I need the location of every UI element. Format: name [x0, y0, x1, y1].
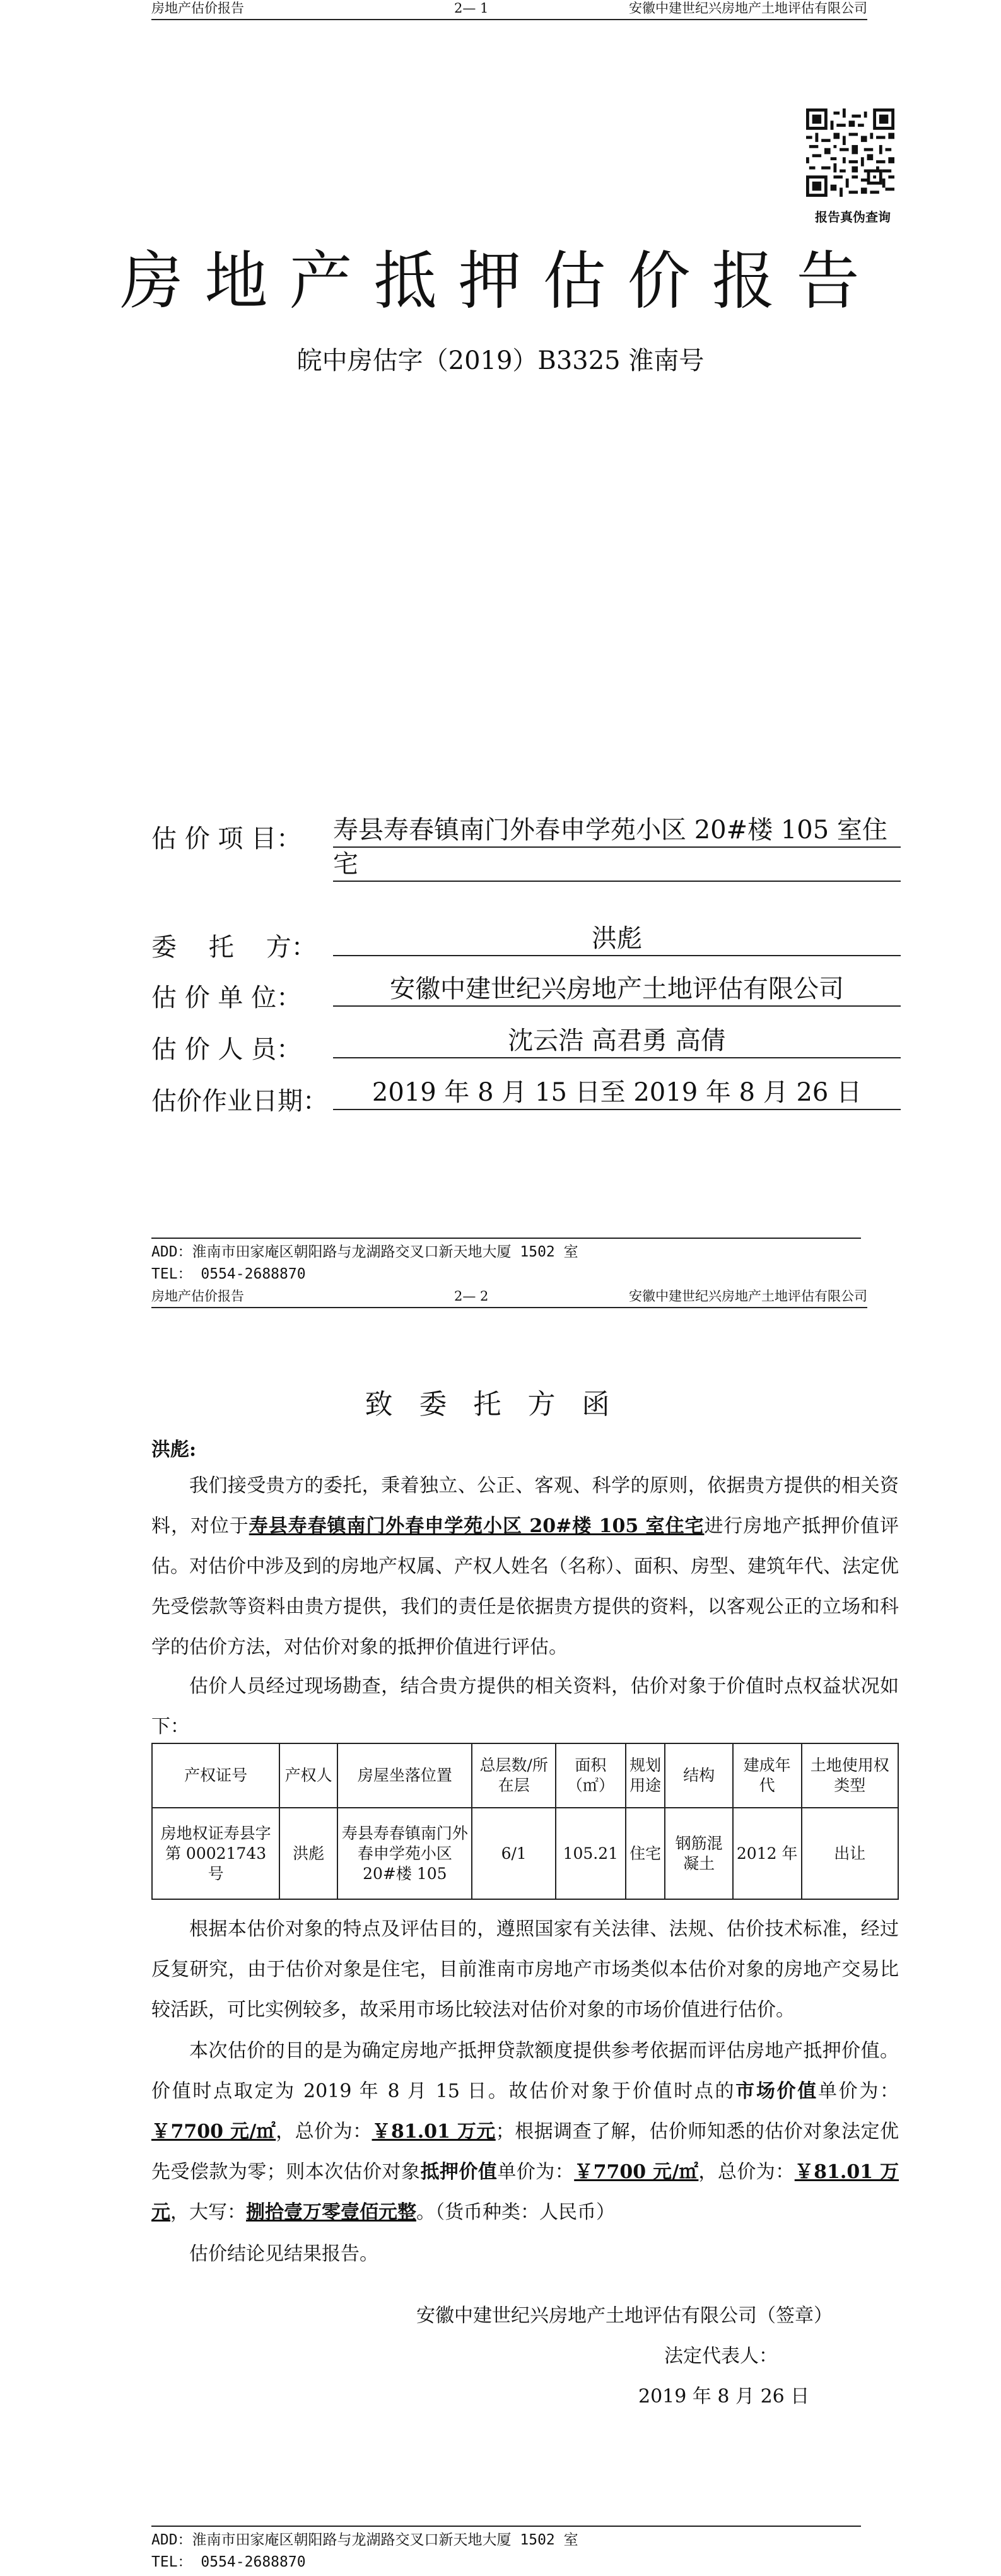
p4-text: ，大写： [170, 2201, 246, 2223]
company-signature: 安徽中建世纪兴房地产土地评估有限公司（签章） [416, 2305, 833, 2327]
table-cell: 6/1 [472, 1808, 555, 1899]
p1-text: 我们接受贵方的委托，秉着独立、公正、客观、科学的原则，依据贵方提供的相关资料，对位于 [151, 1475, 899, 1537]
page-header [151, 0, 867, 20]
paragraph-4 [151, 2031, 899, 2233]
field-value: 安徽中建世纪兴房地产土地评估有限公司 [333, 973, 901, 1007]
field-label: 估 价 单 位： [151, 983, 302, 1012]
table-header-cell: 规划用途 [626, 1743, 665, 1808]
p4-text: 。（货币种类：人民币） [416, 2201, 615, 2223]
table-cell: 寿县寿春镇南门外春申学苑小区 20#楼 105 [337, 1808, 472, 1899]
table-cell: 房地权证寿县字第 00021743 号 [152, 1808, 279, 1899]
mortgage-total-price: ￥81.01 万元 [151, 2161, 899, 2223]
p1-text-cont: 进行房地产抵押价值评估。对估价中涉及到的房地产权属、产权人姓名（名称）、面积、房型、建筑年代、法定优先受偿款等资料由贵方提供，我们的责任是依据贵方提供的资料，以客观公正的立场和科学的估价方法，对估价对象的抵押价值进行评估。 [151, 1515, 899, 1658]
table-cell: 105.21 [556, 1808, 626, 1899]
p4-text: 本次估价的目的是为确定房地产抵押贷款额度提供参考依据而评估房地产抵押价值。价值时点取定为 2019 年 8 月 15 日。故估价对象于价值时点的 [151, 2040, 899, 2102]
mortgage-value-label: 抵押价值 [420, 2161, 498, 2183]
footer-divider [151, 1238, 861, 1239]
paragraph-1 [151, 1466, 899, 1668]
field-label: 估价作业日期： [151, 1087, 328, 1116]
table-header-cell: 总层数/所在层 [472, 1743, 555, 1808]
field-value [333, 814, 901, 882]
qr-label: 报告真伪查询 [815, 209, 891, 225]
table-header-cell: 面积（㎡） [556, 1743, 626, 1808]
field-value-line: 宅 [333, 850, 358, 879]
table-cell: 钢筋混凝土 [665, 1808, 732, 1899]
table-cell: 洪彪 [279, 1808, 337, 1899]
header-right: 安徽中建世纪兴房地产土地评估有限公司 [629, 1, 867, 16]
footer-address: ADD：淮南市田家庵区朝阳路与龙湖路交叉口新天地大厦 1502 室 [151, 1244, 578, 1260]
amount-in-words: 捌拾壹万零壹佰元整 [246, 2201, 416, 2223]
header-left: 房地产估价报告 [151, 1, 244, 16]
letter-title: 致委托方函 [365, 1388, 636, 1420]
paragraph-5: 估价结论见结果报告。 [189, 2243, 378, 2265]
letter-page [0, 1288, 1001, 2576]
header-right: 安徽中建世纪兴房地产土地评估有限公司 [629, 1289, 867, 1304]
field-value: 洪彪 [333, 922, 901, 956]
qr-code-icon[interactable] [806, 108, 894, 197]
table-header-cell: 产权证号 [152, 1743, 279, 1808]
table-cell: 出让 [802, 1808, 898, 1899]
table-row [152, 1808, 898, 1899]
market-total-price: ￥81.01 万元 [372, 2121, 496, 2143]
report-title: 房地产抵押估价报告 [120, 244, 881, 318]
p4-text: ，总价为： [698, 2161, 795, 2183]
footer-tel: TEL： 0554-2688870 [151, 2554, 306, 2570]
table-header-cell: 结构 [665, 1743, 732, 1808]
market-unit-price: ￥7700 元/㎡ [151, 2121, 276, 2143]
table-cell: 2012 年 [733, 1808, 802, 1899]
table-header-cell: 建成年代 [733, 1743, 802, 1808]
table-header-cell: 房屋坐落位置 [337, 1743, 472, 1808]
header-page-number: 2— 1 [454, 1, 489, 16]
table-header-cell: 土地使用权类型 [802, 1743, 898, 1808]
salutation: 洪彪: [151, 1439, 197, 1461]
field-label: 委 托 方： [151, 933, 317, 962]
property-address: 寿县寿春镇南门外春申学苑小区 20#楼 105 室住宅 [249, 1515, 705, 1537]
page-header [151, 1288, 867, 1308]
field-label: 估 价 项 目： [151, 824, 302, 853]
table-header-cell: 产权人 [279, 1743, 337, 1808]
report-number: 皖中房估字（2019）B3325 淮南号 [296, 346, 705, 375]
p4-text: 单价为： [497, 2161, 575, 2183]
paragraph-2: 估价人员经过现场勘查，结合贵方提供的相关资料，估价对象于价值时点权益状况如下： [151, 1675, 899, 1738]
field-label: 估 价 人 员： [151, 1035, 302, 1064]
signature-date: 2019 年 8 月 26 日 [638, 2386, 810, 2408]
table-header-row [152, 1743, 898, 1808]
footer-tel: TEL： 0554-2688870 [151, 1266, 306, 1282]
table-cell: 住宅 [626, 1808, 665, 1899]
market-value-label: 市场价值 [735, 2080, 818, 2102]
property-rights-table [151, 1743, 899, 1900]
paragraph-3: 根据本估价对象的特点及评估目的，遵照国家有关法律、法规、估价技术标准，经过反复研究，由于估价对象是住宅，目前淮南市房地产市场类似本估价对象的房地产交易比较活跃，可比实例较多，故采用市场比较法对估价对象的市场价值进行估价。 [151, 1918, 899, 2021]
header-page-number: 2— 2 [454, 1289, 489, 1304]
field-value: 2019 年 8 月 15 日至 2019 年 8 月 26 日 [333, 1076, 901, 1110]
p4-text: ；根据调查了解，估价师知悉的估价对象法定优先受偿款为零；则本次估价对象 [151, 2121, 899, 2183]
field-value: 沈云浩 高君勇 高倩 [333, 1024, 901, 1058]
legal-representative: 法定代表人： [664, 2345, 778, 2367]
header-left: 房地产估价报告 [151, 1289, 244, 1304]
footer-divider [151, 2526, 861, 2527]
p4-text: ，总价为： [276, 2121, 372, 2143]
field-value-line: 寿县寿春镇南门外春申学苑小区 20#楼 105 室住 [333, 814, 901, 848]
footer-address: ADD：淮南市田家庵区朝阳路与龙湖路交叉口新天地大厦 1502 室 [151, 2532, 578, 2548]
p4-text: 单价为： [817, 2080, 899, 2102]
mortgage-unit-price: ￥7700 元/㎡ [574, 2161, 699, 2183]
